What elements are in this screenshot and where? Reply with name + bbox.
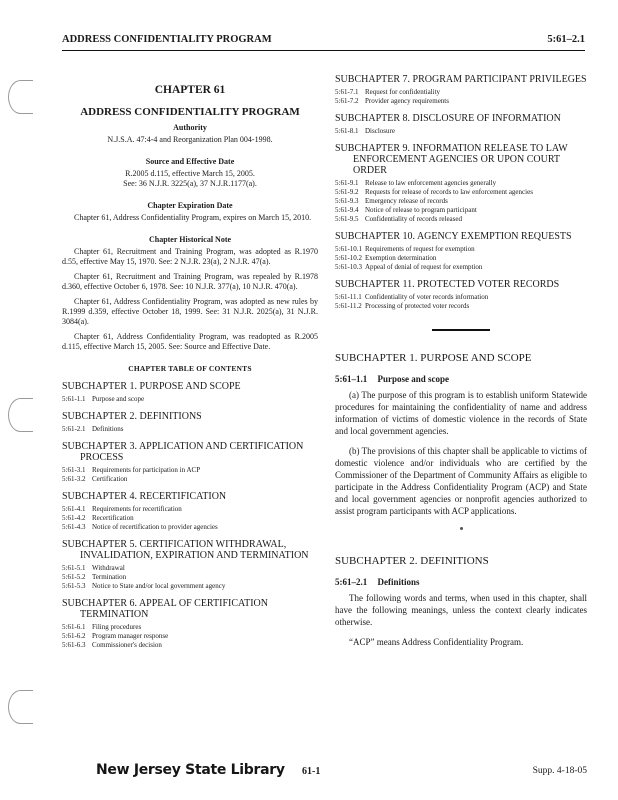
toc-subchapter-group <box>335 279 587 311</box>
toc-section-title: Disclosure <box>365 127 395 135</box>
toc-section-title: Program manager response <box>92 632 169 640</box>
toc-subchapter-title: SUBCHAPTER 2. DEFINITIONS <box>62 411 202 422</box>
running-header <box>62 34 585 51</box>
history-paragraph: Chapter 61, Address Confidentiality Program, was adopted as new rules by R.1999 d.359, effective October 18, 1999. See: 31 N.J.R. 2025(a), 31 N.J.R. 3084(a). <box>62 297 318 326</box>
toc-section-title: Requirements of request for exemption <box>365 245 475 253</box>
header-section: 5:61–2.1 <box>547 34 585 45</box>
toc-section-row <box>62 475 318 484</box>
toc-section-number: 5:61-5.1 <box>62 564 86 572</box>
toc-section-row <box>335 88 587 97</box>
header-title: ADDRESS CONFIDENTIALITY PROGRAM <box>62 34 272 45</box>
toc-subchapter-title: SUBCHAPTER 4. RECERTIFICATION <box>62 491 227 502</box>
body-paragraph: (b) The provisions of this chapter shall be applicable to victims of domestic violence and/or individuals who are certified by the Commissioner of the Department of Community Affairs as eligible to participate in the Address Confidentiality Program (ACP) and State and local government agencies or nonprofit agencies authorized to assist program participants with ACP applications. <box>335 445 587 516</box>
toc-subchapter-group <box>62 598 318 650</box>
toc-subchapter-group <box>335 143 587 224</box>
toc-section-title: Appeal of denial of request for exemption <box>365 263 483 271</box>
toc-section-number: 5:61-3.2 <box>62 475 86 483</box>
toc-right-list <box>335 74 587 311</box>
toc-subchapter-title: SUBCHAPTER 6. APPEAL OF CERTIFICATION TERMINATION <box>62 598 269 620</box>
punch-hole-mark <box>8 690 33 724</box>
toc-section-title: Requirements for participation in ACP <box>92 466 201 474</box>
toc-section-title: Certification <box>92 475 128 483</box>
punch-hole-mark <box>8 80 33 114</box>
toc-section-number: 5:61-4.1 <box>62 505 86 513</box>
supplement-date: Supp. 4-18-05 <box>532 766 587 776</box>
toc-section-title: Provider agency requirements <box>365 97 449 105</box>
toc-section-row <box>62 466 318 475</box>
toc-section-row <box>62 425 318 434</box>
toc-section-title: Requirements for recertification <box>92 505 182 513</box>
toc-section-title: Exemption determination <box>365 254 437 262</box>
toc-section-number: 5:61-3.1 <box>62 466 86 474</box>
section-title: Purpose and scope <box>377 373 450 384</box>
toc-subchapter-title: SUBCHAPTER 11. PROTECTED VOTER RECORDS <box>335 279 560 290</box>
section-title: Definitions <box>377 576 420 587</box>
toc-section-row <box>335 245 587 254</box>
body-paragraph: The following words and terms, when used in this chapter, shall have the following meanings, unless the context clearly indicates otherwise. <box>335 592 587 627</box>
history-heading: Chapter Historical Note <box>148 235 232 244</box>
toc-section-number: 5:61-2.1 <box>62 425 86 433</box>
toc-section-title: Termination <box>92 573 127 581</box>
section-divider <box>432 329 490 331</box>
toc-subchapter-title: SUBCHAPTER 7. PROGRAM PARTICIPANT PRIVILEGES <box>335 74 587 85</box>
authority-text: N.J.S.A. 47:4-4 and Reorganization Plan 004-1998. <box>107 135 273 144</box>
toc-section-row <box>335 254 587 263</box>
toc-subchapter-title: SUBCHAPTER 10. AGENCY EXEMPTION REQUESTS <box>335 231 572 242</box>
toc-section-title: Confidentiality of voter records information <box>365 293 489 301</box>
toc-section-row <box>335 293 587 302</box>
toc-section-row <box>335 206 587 215</box>
source-heading: Source and Effective Date <box>145 157 235 166</box>
right-column <box>335 74 587 656</box>
toc-section-number: 5:61-7.1 <box>335 88 359 96</box>
toc-section-number: 5:61-4.3 <box>62 523 86 531</box>
toc-subchapter-title: SUBCHAPTER 3. APPLICATION AND CERTIFICATION PROCESS <box>62 441 304 463</box>
toc-section-row <box>62 573 318 582</box>
toc-section-number: 5:61-1.1 <box>62 395 86 403</box>
toc-subchapter-group <box>62 539 318 591</box>
toc-section-number: 5:61-9.5 <box>335 215 359 223</box>
toc-section-row <box>335 263 587 272</box>
chapter-number: CHAPTER 61 <box>154 84 226 96</box>
toc-section-row <box>62 564 318 573</box>
left-column <box>62 74 318 657</box>
toc-subchapter-title: SUBCHAPTER 9. INFORMATION RELEASE TO LAW ENFORCEMENT AGENCIES OR UPON COURT ORDER <box>335 143 568 176</box>
toc-section-number: 5:61-8.1 <box>335 127 359 135</box>
toc-section-number: 5:61-9.2 <box>335 188 359 196</box>
toc-section-number: 5:61-10.3 <box>335 263 363 271</box>
toc-section-title: Confidentiality of records released <box>365 215 462 223</box>
source-line: R.2005 d.115, effective March 15, 2005. <box>125 169 255 178</box>
toc-section-row <box>335 97 587 106</box>
toc-section-number: 5:61-9.1 <box>335 179 359 187</box>
toc-section-number: 5:61-6.2 <box>62 632 86 640</box>
history-paragraph: Chapter 61, Address Confidentiality Program, was readopted as R.2005 d.115, effective March 15, 2005. See: Source and Effective Date. <box>62 332 318 351</box>
toc-section-number: 5:61-4.2 <box>62 514 86 522</box>
toc-subchapter-group <box>335 113 587 136</box>
expiration-heading: Chapter Expiration Date <box>147 201 233 210</box>
toc-subchapter-title: SUBCHAPTER 1. PURPOSE AND SCOPE <box>62 381 241 392</box>
toc-section-title: Requests for release of records to law enforcement agencies <box>365 188 533 196</box>
authority-heading: Authority <box>173 123 207 132</box>
toc-section-title: Emergency release of records <box>365 197 448 205</box>
toc-section-number: 5:61-5.2 <box>62 573 86 581</box>
toc-subchapter-group <box>62 491 318 532</box>
toc-section-number: 5:61-11.1 <box>335 293 362 301</box>
toc-section-row <box>62 523 318 532</box>
toc-section-row <box>335 179 587 188</box>
toc-section-title: Filing procedures <box>92 623 142 631</box>
toc-section-row <box>62 623 318 632</box>
history-paragraph: Chapter 61, Recruitment and Training Program, was repealed by R.1978 d.360, effective October 6, 1978. See: 10 N.J.R. 377(a), 10 N.J.R. 470(a). <box>62 272 318 291</box>
toc-section-number: 5:61-6.3 <box>62 641 86 649</box>
source-line: See: 36 N.J.R. 3225(a), 37 N.J.R.1177(a). <box>123 179 257 188</box>
toc-section-title: Purpose and scope <box>92 395 145 403</box>
toc-section-row <box>62 641 318 650</box>
toc-section-row <box>335 197 587 206</box>
toc-subchapter-group <box>335 231 587 272</box>
toc-section-number: 5:61-7.2 <box>335 97 359 105</box>
toc-subchapter-group <box>335 74 587 106</box>
library-watermark: New Jersey State Library <box>96 762 285 778</box>
toc-subchapter-title: SUBCHAPTER 8. DISCLOSURE OF INFORMATION <box>335 113 561 124</box>
toc-section-title: Notice to State and/or local government agency <box>92 582 226 590</box>
toc-section-row <box>62 514 318 523</box>
toc-section-title: Commissioner's decision <box>92 641 162 649</box>
section-number: 5:61–2.1 <box>335 576 368 587</box>
body-paragraph: “ACP” means Address Confidentiality Program. <box>349 636 524 647</box>
section-heading <box>335 374 587 384</box>
toc-section-row <box>335 302 587 311</box>
page-number: 61-1 <box>302 766 321 777</box>
toc-section-row <box>335 188 587 197</box>
toc-section-row <box>62 395 318 404</box>
section-number: 5:61–1.1 <box>335 373 368 384</box>
toc-section-row <box>335 127 587 136</box>
toc-section-row <box>62 582 318 591</box>
punch-hole-mark <box>8 398 33 432</box>
toc-section-number: 5:61-10.2 <box>335 254 363 262</box>
toc-heading: CHAPTER TABLE OF CONTENTS <box>128 364 252 373</box>
toc-section-number: 5:61-6.1 <box>62 623 86 631</box>
toc-section-title: Request for confidentiality <box>365 88 441 96</box>
history-paragraph: Chapter 61, Recruitment and Training Program, was adopted as R.1970 d.55, effective May 15, 1970. See: 2 N.J.R. 23(a), 2 N.J.R. 47(a). <box>62 247 318 266</box>
toc-subchapter-title: SUBCHAPTER 5. CERTIFICATION WITHDRAWAL, INVALIDATION, EXPIRATION AND TERMINATION <box>62 539 309 561</box>
toc-section-row <box>62 505 318 514</box>
toc-section-title: Definitions <box>92 425 124 433</box>
toc-section-number: 5:61-5.3 <box>62 582 86 590</box>
subchapter-2-heading: SUBCHAPTER 2. DEFINITIONS <box>335 554 489 567</box>
section-heading <box>335 577 587 587</box>
toc-left-list <box>62 381 318 650</box>
toc-section-title: Notice of release to program participant <box>365 206 477 214</box>
page-footer <box>0 762 618 786</box>
expiration-text: Chapter 61, Address Confidentiality Program, expires on March 15, 2010. <box>74 213 312 222</box>
subchapter-1-heading: SUBCHAPTER 1. PURPOSE AND SCOPE <box>335 351 532 364</box>
toc-section-title: Recertification <box>92 514 134 522</box>
toc-section-row <box>62 632 318 641</box>
toc-section-number: 5:61-9.3 <box>335 197 359 205</box>
toc-subchapter-group <box>62 411 318 434</box>
toc-section-row <box>335 215 587 224</box>
body-paragraph: (a) The purpose of this program is to establish uniform Statewide procedures for maintaining the confidentiality of name and address information of victims of domestic violence in the records of State and local government agencies. <box>335 389 587 436</box>
toc-section-title: Processing of protected voter records <box>365 302 470 310</box>
toc-section-number: 5:61-10.1 <box>335 245 363 253</box>
chapter-name: ADDRESS CONFIDENTIALITY PROGRAM <box>80 106 300 118</box>
toc-section-title: Release to law enforcement agencies generally <box>365 179 497 187</box>
toc-section-title: Notice of recertification to provider agencies <box>92 523 218 531</box>
toc-section-number: 5:61-9.4 <box>335 206 359 214</box>
toc-section-number: 5:61-11.2 <box>335 302 362 310</box>
toc-section-title: Withdrawal <box>92 564 125 572</box>
toc-subchapter-group <box>62 441 318 484</box>
toc-subchapter-group <box>62 381 318 404</box>
